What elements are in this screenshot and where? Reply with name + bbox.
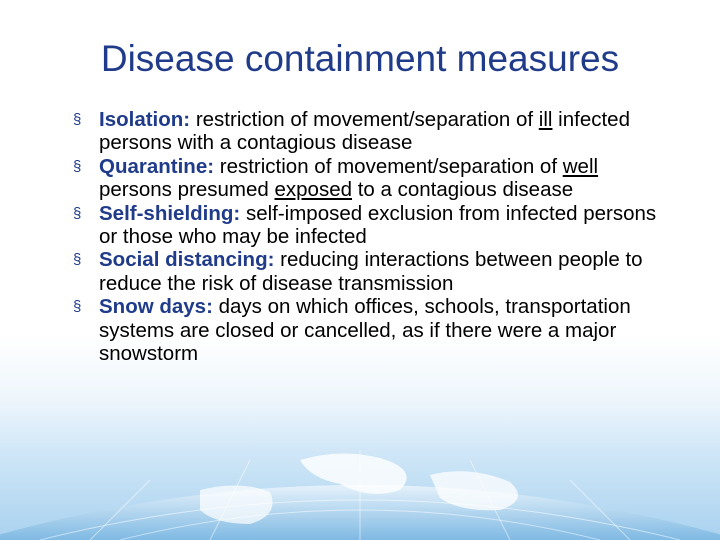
square-bullet-icon: §: [73, 204, 82, 222]
item-term: Self-shielding:: [99, 201, 241, 225]
item-term: Social distancing:: [99, 248, 275, 272]
item-text: days on which offices, schools, transportation systems are closed or cancelled, as if there were a major snowstorm: [99, 295, 631, 366]
item-text-emphasis: ill: [538, 108, 553, 131]
item-term: Isolation:: [99, 108, 191, 131]
slide-title: Disease containment measures: [100, 38, 620, 79]
bullet-list: [70, 108, 670, 365]
globe-background-image: [0, 420, 720, 540]
item-text: infected persons with a contagious disease: [99, 108, 630, 155]
list-item: [70, 108, 670, 155]
item-text-emphasis: exposed: [274, 178, 353, 202]
item-text: restriction of movement/separation of: [219, 154, 558, 178]
square-bullet-icon: §: [73, 111, 82, 128]
item-text: to a contagious disease: [357, 178, 574, 202]
item-text: self-imposed exclusion from infected persons or those who may be infected: [99, 201, 657, 249]
list-item: [70, 248, 670, 295]
item-term: Quarantine:: [99, 154, 215, 178]
list-item: [70, 155, 670, 202]
square-bullet-icon: §: [73, 298, 82, 316]
square-bullet-icon: §: [73, 251, 82, 269]
item-text: persons presumed: [99, 178, 269, 202]
item-text-emphasis: well: [562, 154, 599, 178]
square-bullet-icon: §: [73, 157, 82, 175]
list-item: [70, 295, 670, 365]
item-text: reducing interactions between people to reduce the risk of disease transmission: [99, 248, 643, 295]
item-term: Snow days:: [99, 295, 213, 319]
item-text: restriction of movement/separation of: [195, 108, 534, 131]
list-item: [70, 202, 670, 249]
